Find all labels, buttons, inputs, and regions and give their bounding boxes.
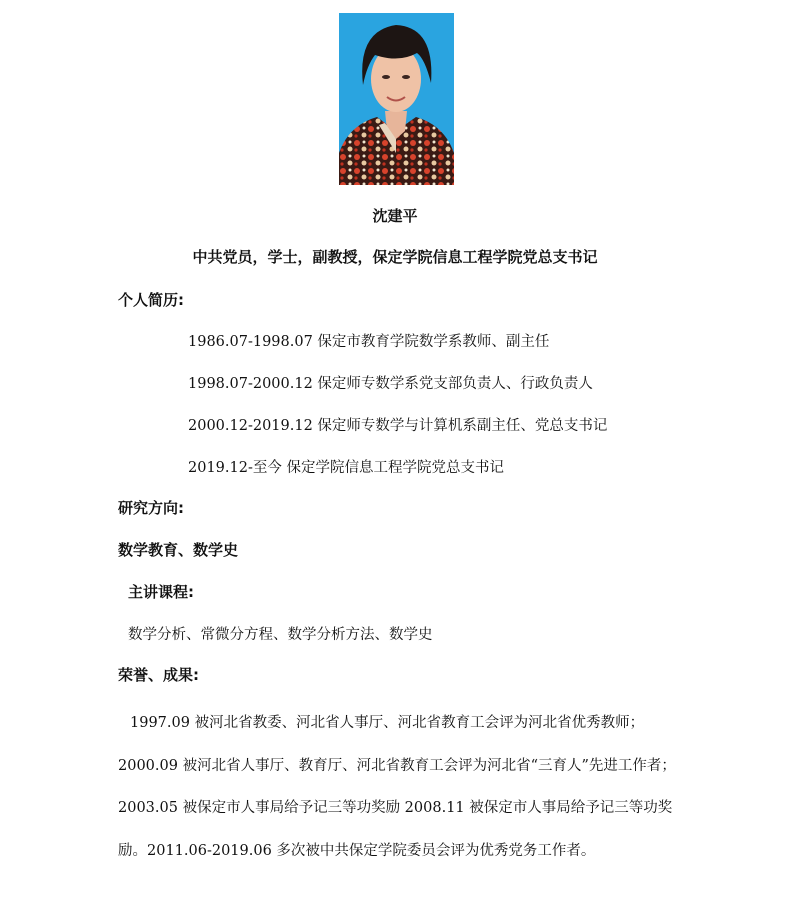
research-text: 数学教育、数学史: [118, 541, 239, 559]
portrait-photo: [339, 13, 454, 185]
honors-heading: 荣誉、成果:: [118, 666, 199, 684]
resume-item: 2019.12-至今 保定学院信息工程学院党总支书记: [188, 460, 504, 476]
resume-item: 1998.07-2000.12 保定师专数学系党支部负责人、行政负责人: [188, 376, 593, 392]
person-title: 中共党员，学士，副教授，保定学院信息工程学院党总支书记: [192, 248, 598, 266]
courses-text: 数学分析、常微分方程、数学分析方法、数学史: [128, 627, 433, 643]
resume-item: 1986.07-1998.07 保定市教育学院数学系教师、副主任: [188, 334, 550, 350]
research-heading: 研究方向:: [118, 499, 184, 517]
resume-item: 2000.12-2019.12 保定师专数学与计算机系副主任、党总支书记: [188, 418, 608, 434]
courses-heading: 主讲课程:: [128, 583, 194, 601]
honors-text: 1997.09 被河北省教委、河北省人事厅、河北省教育工会评为河北省优秀教师；2000.09 被河北省人事厅、教育厅、河北省教育工会评为河北省“三育人”先进工作者；2003.05 被保定市人事局给予记三等功奖励 2008.11 被保定市人事局给予记三等功奖励。2011.06-2019.06 多次被中共保定学院委员会评为优秀党务工作者。: [118, 715, 676, 859]
person-name: 沈建平: [372, 207, 418, 225]
resume-heading: 个人简历:: [118, 291, 184, 309]
